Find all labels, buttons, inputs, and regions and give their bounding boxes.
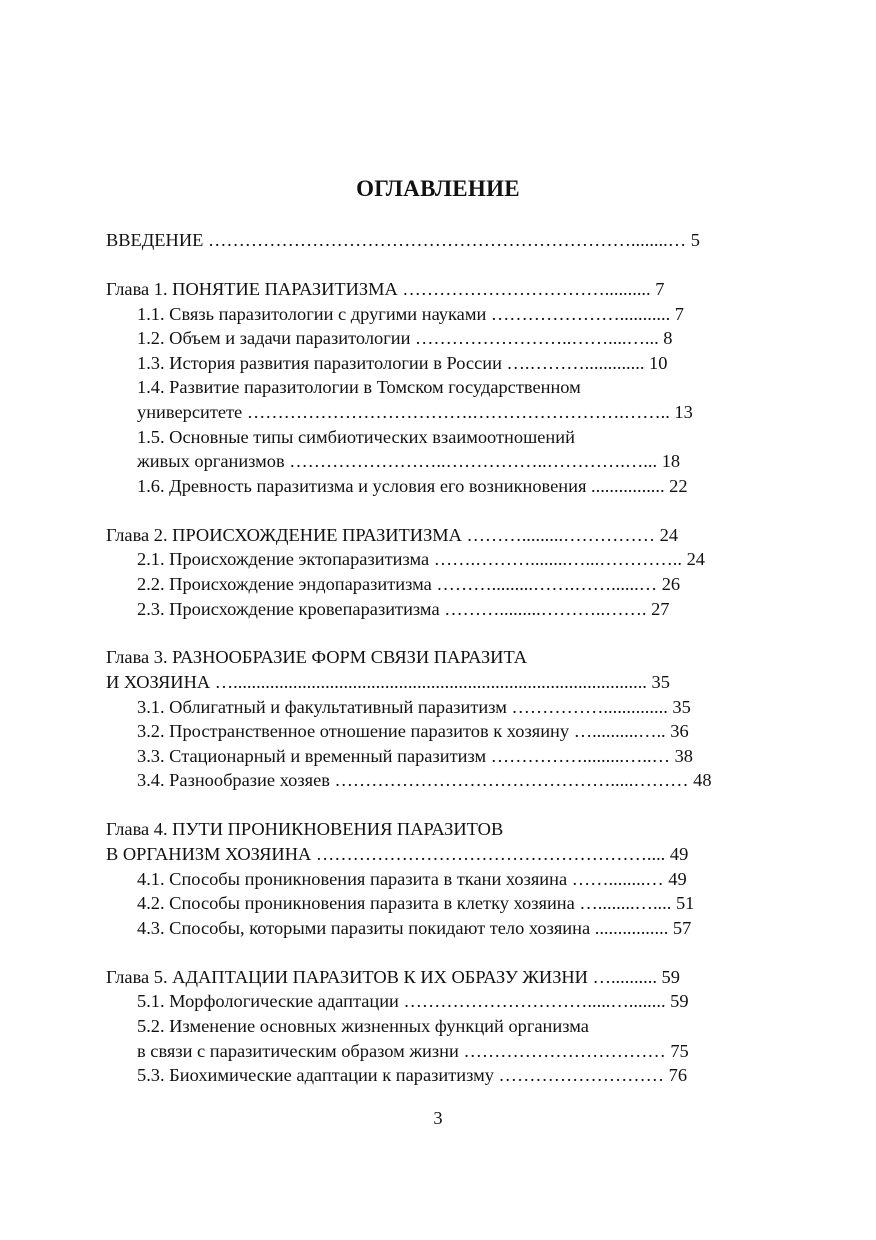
toc-entry <box>106 842 766 867</box>
toc-subentry <box>106 891 766 916</box>
toc-subentry <box>106 695 766 720</box>
toc-entry-text: живых организмов ……………………..……………..………….…... 18 <box>137 451 681 472</box>
toc-entry-text: 3.1. Облигатный и факультативный паразитизм …………….............. 35 <box>137 696 691 717</box>
page-title: ОГЛАВЛЕНИЕ <box>356 176 520 201</box>
toc-entry <box>106 965 766 990</box>
toc-entry-text: И ХОЗЯИНА ….......................................................................................... 35 <box>106 672 670 693</box>
toc-entry-text: 2.2. Происхождение эндопаразитизма ……….........…….……......… 26 <box>137 573 681 594</box>
toc-entry-text: Глава 4. ПУТИ ПРОНИКНОВЕНИЯ ПАРАЗИТОВ <box>106 819 504 840</box>
toc-entry <box>106 817 766 842</box>
toc-entry-text: 1.1. Связь паразитологии с другими науками …………………........... 7 <box>137 303 685 324</box>
toc-subentry <box>106 867 766 892</box>
toc-entry-text: 1.5. Основные типы симбиотических взаимоотношений <box>137 426 575 447</box>
toc-subentry <box>106 547 766 572</box>
toc-subentry <box>106 375 766 400</box>
toc-entry-text: 5.1. Морфологические адаптации ………………………….....…........ 59 <box>137 991 689 1012</box>
toc-subentry <box>106 768 766 793</box>
toc-subentry <box>106 916 766 941</box>
toc-entry <box>106 523 766 548</box>
toc-entry-text: 4.1. Способы проникновения паразита в ткани хозяина ……........… 49 <box>137 868 687 889</box>
toc-entry-text: В ОРГАНИЗМ ХОЗЯИНА ……………………………………………….... 49 <box>106 844 689 865</box>
toc-entry-text: 1.4. Развитие паразитологии в Томском государственном <box>137 377 581 398</box>
toc-entry-text: 5.3. Биохимические адаптации к паразитизму ……………………… 76 <box>137 1065 688 1086</box>
toc-entry-text: ВВЕДЕНИЕ ……………………………………………………………........… 5 <box>106 230 700 250</box>
toc-entry-text: 1.3. История развития паразитологии в России ….………............. 10 <box>137 352 668 373</box>
toc-subentry <box>106 719 766 744</box>
toc-subentry <box>106 302 766 327</box>
toc-entry-text: 3.2. Пространственное отношение паразитов к хозяину …..........….. 36 <box>137 721 689 742</box>
toc-subentry <box>106 572 766 597</box>
toc-entry-text: 1.6. Древность паразитизма и условия его возникновения ................ 22 <box>137 475 688 496</box>
toc-subentry <box>106 1039 766 1064</box>
toc-entry-text: Глава 5. АДАПТАЦИИ ПАРАЗИТОВ К ИХ ОБРАЗУ ЖИЗНИ ….......... 59 <box>106 966 680 987</box>
toc-entry <box>106 228 766 253</box>
toc-entry <box>106 645 766 670</box>
toc-subentry <box>106 744 766 769</box>
toc-subentry <box>106 989 766 1014</box>
toc-subentry <box>106 474 766 499</box>
table-of-contents <box>106 228 766 1088</box>
toc-entry-text: 2.1. Происхождение эктопаразитизма …….………........…...………….. 24 <box>137 549 705 570</box>
toc-entry-text: 4.3. Способы, которыми паразиты покидают тело хозяина ................ 57 <box>137 917 692 938</box>
toc-subentry <box>106 351 766 376</box>
toc-entry <box>106 277 766 302</box>
toc-entry-text: 1.2. Объем и задачи паразитологии ……………………..……....…... 8 <box>137 328 673 349</box>
toc-subentry <box>106 400 766 425</box>
toc-entry-text: 2.3. Происхождение кровепаразитизма ……….........………..……. 27 <box>137 598 670 619</box>
toc-entry-text: 5.2. Изменение основных жизненных функций организма <box>137 1015 589 1036</box>
toc-entry-text: 3.4. Разнообразие хозяев ……………………………………….....……… 48 <box>137 770 712 791</box>
toc-subentry <box>106 1063 766 1088</box>
toc-entry-text: 4.2. Способы проникновения паразита в клетку хозяина …........….... 51 <box>137 893 695 914</box>
toc-subentry <box>106 449 766 474</box>
toc-entry-text: Глава 3. РАЗНООБРАЗИЕ ФОРМ СВЯЗИ ПАРАЗИТА <box>106 647 528 668</box>
toc-entry-text: в связи с паразитическим образом жизни …………………………… 75 <box>137 1040 689 1061</box>
toc-entry-text: Глава 2. ПРОИСХОЖДЕНИЕ ПРАЗИТИЗМА ……….........…………… 24 <box>106 524 679 545</box>
toc-entry-text: Глава 1. ПОНЯТИЕ ПАРАЗИТИЗМА …………………………….......... 7 <box>106 278 665 299</box>
toc-subentry <box>106 1014 766 1039</box>
toc-subentry <box>106 326 766 351</box>
toc-entry-text: 3.3. Стационарный и временный паразитизм …………….........…..… 38 <box>137 745 693 766</box>
toc-entry <box>106 670 766 695</box>
toc-subentry <box>106 425 766 450</box>
toc-subentry <box>106 597 766 622</box>
page-number: 3 <box>433 1108 443 1128</box>
toc-entry-text: университете ……………………………….…………………….…….. 13 <box>137 401 693 422</box>
